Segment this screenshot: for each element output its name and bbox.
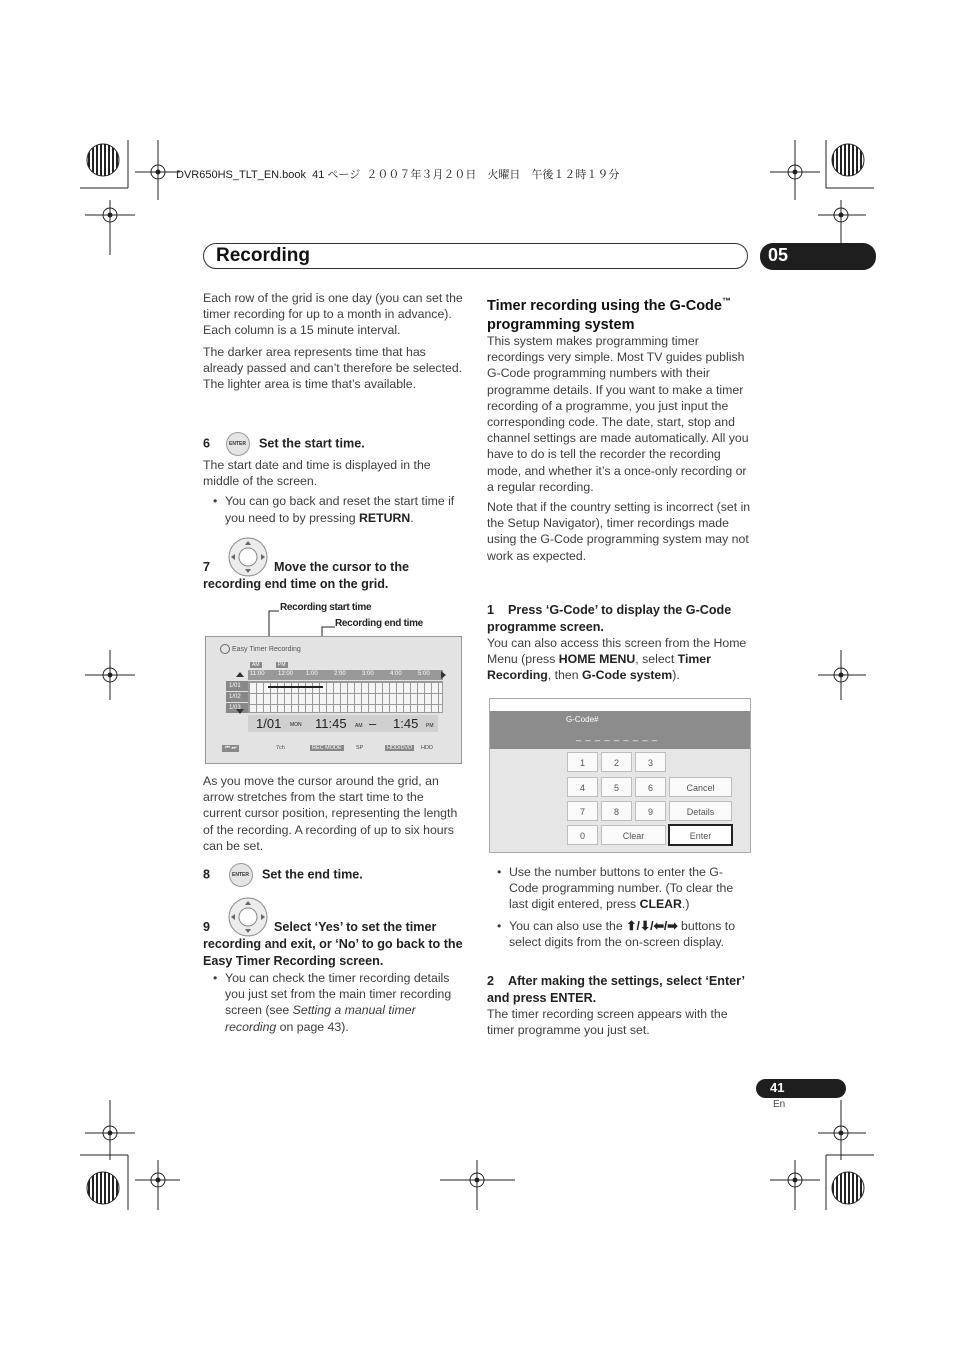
key-4[interactable]: 4 bbox=[567, 777, 598, 797]
timer-recording-keyword: Timer Recording bbox=[487, 652, 711, 683]
step-6-title: Set the start time. bbox=[259, 436, 365, 451]
step-1-text: , then bbox=[547, 668, 582, 683]
start-day: MON bbox=[290, 722, 302, 728]
chapter-number: 05 bbox=[768, 245, 789, 265]
callout-start-label: Recording start time bbox=[280, 602, 372, 613]
clock-icon bbox=[220, 644, 230, 654]
step-9-number: 9 bbox=[203, 920, 211, 934]
gcode-heading-a: Timer recording using the G-Code bbox=[487, 297, 722, 314]
step-6-bullet-end: . bbox=[410, 510, 414, 525]
rec-mode-value: SP bbox=[356, 745, 364, 751]
easy-timer-title-text: Easy Timer Recording bbox=[231, 645, 301, 653]
gcode-bullets bbox=[487, 864, 751, 950]
clear-button[interactable]: Clear bbox=[601, 825, 666, 845]
easy-timer-screen bbox=[205, 636, 462, 764]
page-number-badge bbox=[756, 1079, 846, 1098]
enter-button[interactable]: Enter bbox=[668, 824, 733, 846]
key-0[interactable]: 0 bbox=[567, 825, 598, 845]
gcode-step-1-body-wrap bbox=[487, 635, 751, 684]
trademark: ™ bbox=[721, 296, 731, 306]
range-dash: – bbox=[369, 716, 377, 731]
step-6-content bbox=[203, 457, 465, 526]
time-col: 2:00 bbox=[334, 671, 346, 677]
hdd-dvd-button[interactable]: HDD/DVD bbox=[387, 745, 413, 751]
gcode-screen bbox=[489, 698, 751, 853]
section-title-bar bbox=[203, 243, 748, 269]
bullet-1-end: .) bbox=[681, 897, 690, 912]
cancel-button[interactable]: Cancel bbox=[669, 777, 732, 797]
gcode-top-bar bbox=[490, 699, 750, 711]
step-7 bbox=[203, 559, 465, 593]
step-7-title-a: Move the cursor to the bbox=[274, 560, 410, 574]
step-8 bbox=[203, 863, 465, 887]
print-header: DVR650HS_TLT_EN.book 41 ページ ２００７年３月２０日 火曜日 午後１２時１９分 bbox=[176, 169, 620, 181]
step-9-bullet-wrap bbox=[203, 970, 465, 1035]
callout-end-label: Recording end time bbox=[335, 618, 423, 629]
rec-mode-button[interactable]: REC MODE bbox=[312, 745, 342, 751]
bullet-2-text: You can also use the bbox=[509, 918, 627, 933]
after-grid-text bbox=[203, 773, 465, 854]
gcode-intro bbox=[487, 333, 751, 564]
manual-timer-reference: Setting a manual timer recording bbox=[225, 1003, 416, 1034]
page-number: 41 bbox=[770, 1080, 785, 1095]
arrow-buttons-icon: ⬆/⬇/⬅/➡ bbox=[626, 918, 678, 933]
key-1[interactable]: 1 bbox=[567, 752, 598, 772]
time-col: 4:00 bbox=[390, 671, 402, 677]
easy-timer-title bbox=[220, 644, 301, 654]
intro-paragraph-2: The darker area represents time that has already passed and can’t therefore be selected. The lighter area is time that’s available. bbox=[203, 344, 463, 392]
section-title: Recording bbox=[216, 245, 310, 266]
start-ampm: AM bbox=[355, 723, 363, 729]
key-9[interactable]: 9 bbox=[635, 801, 666, 821]
return-keyword: RETURN bbox=[359, 510, 411, 525]
step-9-bullet-text: You can check the timer recording details you just set from the main timer recording screen (see bbox=[225, 971, 452, 1018]
step-6-number: 6 bbox=[203, 436, 211, 451]
enter-button-icon: ENTER bbox=[229, 863, 253, 887]
after-grid-paragraph: As you move the cursor around the grid, an arrow stretches from the start time to the current cursor position, representing the length of the recording. A recording of up to six hours can be set. bbox=[203, 774, 458, 853]
end-ampm: PM bbox=[426, 723, 434, 729]
grid-down-arrow[interactable] bbox=[236, 709, 244, 714]
step-8-number: 8 bbox=[203, 867, 211, 882]
gcode-step-1-number: 1 bbox=[487, 603, 495, 617]
am-label: AM bbox=[252, 662, 260, 668]
step-7-title-b: recording end time on the grid. bbox=[203, 577, 389, 591]
start-date: 1/01 bbox=[256, 716, 282, 731]
step-9-bullet-end: on page 43). bbox=[276, 1019, 349, 1034]
skip-buttons[interactable]: ⏮ ⏭ bbox=[222, 745, 239, 752]
end-time: 1:45 bbox=[393, 716, 419, 731]
step-6 bbox=[203, 432, 465, 456]
bullet-2-end: buttons to select digits from the on-screen display. bbox=[509, 918, 736, 949]
date-row-label: 1/03 bbox=[226, 703, 248, 713]
grid-right-arrow[interactable] bbox=[441, 671, 446, 679]
gcode-step-2-title: After making the settings, select ‘Enter’ and press ENTER. bbox=[487, 974, 745, 1005]
step-6-body: The start date and time is displayed in the middle of the screen. bbox=[203, 458, 431, 489]
step-7-number: 7 bbox=[203, 560, 211, 574]
recording-arrow bbox=[268, 686, 323, 688]
key-7[interactable]: 7 bbox=[567, 801, 598, 821]
key-6[interactable]: 6 bbox=[635, 777, 666, 797]
enter-button-icon: ENTER bbox=[226, 432, 250, 456]
channel-value: 7ch bbox=[276, 745, 285, 751]
pm-label: PM bbox=[278, 662, 286, 668]
step-9-title-a: Select ‘Yes’ to set the timer bbox=[274, 920, 437, 934]
time-readout bbox=[248, 715, 438, 732]
key-3[interactable]: 3 bbox=[635, 752, 666, 772]
step-8-title: Set the end time. bbox=[262, 867, 363, 882]
hdd-value: HDD bbox=[421, 745, 433, 751]
step-9 bbox=[203, 919, 465, 970]
step-1-text: ). bbox=[672, 668, 680, 683]
time-header bbox=[248, 670, 443, 680]
gcode-step-2-body: The timer recording screen appears with the timer programme you just set. bbox=[487, 1007, 728, 1038]
start-time: 11:45 bbox=[315, 716, 347, 731]
step-9-bullet bbox=[203, 970, 465, 1035]
gcode-heading bbox=[487, 292, 752, 335]
intro-paragraph-1: Each row of the grid is one day (you can set the timer recording for up to a month in advance). Each column is a 15 minute interval. bbox=[203, 291, 463, 338]
gcode-entry-field[interactable]: _ _ _ _ _ _ _ _ _ bbox=[576, 731, 659, 741]
gcode-step-1-title: Press ‘G-Code’ to display the G-Code programme screen. bbox=[487, 603, 732, 634]
chapter-badge bbox=[760, 243, 876, 270]
key-8[interactable]: 8 bbox=[601, 801, 632, 821]
gcode-step-1-body bbox=[487, 635, 751, 684]
gcode-step-2-body-wrap bbox=[487, 1006, 751, 1038]
gcode-heading-b: programming system bbox=[487, 316, 635, 333]
gcode-step-1 bbox=[487, 602, 751, 636]
gcode-bullet-2 bbox=[487, 918, 751, 950]
easy-timer-footer bbox=[222, 745, 452, 755]
step-9-title-b: recording and exit, or ‘No’ to go back to the Easy Timer Recording screen. bbox=[203, 937, 463, 968]
grid-left-arrow[interactable] bbox=[236, 672, 244, 677]
time-col: 1:00 bbox=[306, 671, 318, 677]
time-col: 5:00 bbox=[418, 671, 430, 677]
step-6-bullet bbox=[203, 493, 465, 525]
time-col: 3:00 bbox=[362, 671, 374, 677]
gcode-paragraph-2: Note that if the country setting is incorrect (set in the Setup Navigator), timer recordings made using the G-Code programming system may not work as expected. bbox=[487, 500, 751, 563]
step-1-text: , select bbox=[635, 652, 678, 667]
gcode-paragraph-1: This system makes programming timer recordings very simple. Most TV guides publish G-Code programming numbers with their programme details. If you want to make a timer recording of a programme, you just input the corresponding code. The date, start, stop and channel settings are made automatically. All you have to do is tell the recorder the recording mode, and whether it’s a once-only recording or a regular recording. bbox=[487, 334, 749, 494]
left-column bbox=[203, 290, 465, 392]
gcode-title: G-Code# bbox=[566, 715, 599, 724]
step-6-bullet-text: You can go back and reset the start time if you need to by pressing bbox=[225, 494, 455, 525]
key-2[interactable]: 2 bbox=[601, 752, 632, 772]
home-menu-keyword: HOME MENU bbox=[558, 652, 636, 667]
key-5[interactable]: 5 bbox=[601, 777, 632, 797]
step-1-text: You can also access this screen from the Home Menu (press bbox=[487, 636, 747, 667]
time-col: 11:00 bbox=[250, 671, 265, 677]
date-row-label: 1/01 bbox=[226, 681, 248, 691]
gcode-input-panel bbox=[490, 711, 750, 749]
gcode-system-keyword: G-Code system bbox=[582, 668, 673, 683]
bullet-1-text: Use the number buttons to enter the G-Code programming number. (To clear the last digit entered, press bbox=[509, 865, 734, 912]
gcode-step-2 bbox=[487, 973, 751, 1007]
details-button[interactable]: Details bbox=[669, 801, 732, 821]
clear-keyword: CLEAR bbox=[639, 897, 682, 912]
gcode-step-2-number: 2 bbox=[487, 974, 495, 988]
gcode-bullet-1 bbox=[487, 864, 751, 913]
date-row-label: 1/02 bbox=[226, 692, 248, 702]
time-col: 12:00 bbox=[278, 671, 294, 677]
page-language: En bbox=[773, 1099, 786, 1110]
